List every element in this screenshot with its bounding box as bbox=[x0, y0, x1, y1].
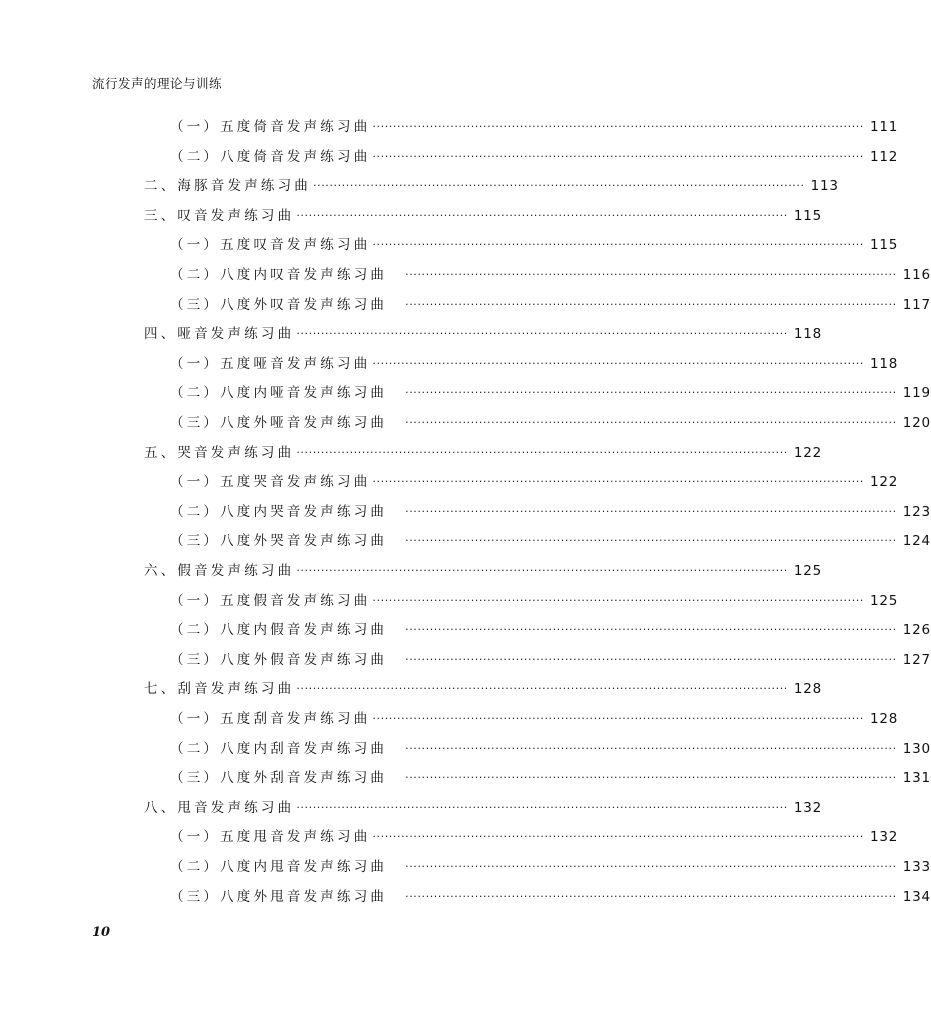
toc-entry bbox=[170, 471, 899, 493]
toc-entry-title: 三、叹音发声练习曲 bbox=[144, 207, 295, 224]
running-header: 流行发声的理论与训练 bbox=[92, 76, 223, 91]
toc-entry-page: 122 bbox=[793, 444, 823, 461]
toc-entry-page: 118 bbox=[870, 355, 899, 372]
toc-entry-title: （二）八度内哭音发声练习曲 bbox=[170, 503, 388, 520]
toc-entry-title: （三）八度外叹音发声练习曲 bbox=[170, 296, 388, 313]
toc-entry bbox=[144, 323, 823, 345]
toc-entry-page: 118 bbox=[793, 326, 823, 343]
toc-entry-title: （二）八度内刮音发声练习曲 bbox=[170, 740, 388, 757]
dot-leader: ························································································································ bbox=[372, 238, 864, 252]
toc-entry bbox=[170, 382, 931, 404]
toc-entry-page: 120 bbox=[902, 415, 931, 431]
dot-leader: ························································································································ bbox=[372, 712, 864, 725]
dot-leader: ························································································································ bbox=[296, 564, 788, 577]
toc-entry bbox=[170, 826, 899, 848]
toc-entry-page: 119 bbox=[902, 385, 931, 402]
toc-entry-page: 127 bbox=[902, 651, 931, 668]
toc-entry-page: 132 bbox=[793, 799, 823, 816]
dot-leader: ························································································································ bbox=[405, 534, 897, 548]
toc-entry bbox=[144, 175, 839, 197]
toc-entry-title: （二）八度内甩音发声练习曲 bbox=[170, 859, 388, 875]
toc-entry-title: 四、哑音发声练习曲 bbox=[144, 326, 295, 343]
toc-entry-title: （一）五度刮音发声练习曲 bbox=[170, 711, 371, 727]
toc-entry-page: 130 bbox=[902, 740, 931, 757]
toc-entry-title: （一）五度倚音发声练习曲 bbox=[170, 119, 371, 135]
toc-entry-page: 133 bbox=[902, 859, 931, 875]
dot-leader: ························································································································ bbox=[405, 771, 897, 785]
toc-entry-title: 五、哭音发声练习曲 bbox=[144, 444, 295, 461]
toc-entry-page: 132 bbox=[870, 829, 899, 846]
toc-entry-title: （一）五度哑音发声练习曲 bbox=[170, 355, 371, 372]
dot-leader: ························································································································ bbox=[372, 475, 864, 489]
toc-entry-title: （一）五度假音发声练习曲 bbox=[170, 592, 371, 609]
toc-entry bbox=[170, 353, 899, 375]
toc-entry bbox=[170, 708, 899, 730]
dot-leader: ························································································································ bbox=[405, 386, 897, 400]
toc-entry-title: （三）八度外假音发声练习曲 bbox=[170, 651, 388, 668]
toc-entry-page: 128 bbox=[870, 711, 899, 727]
dot-leader: ························································································································ bbox=[405, 889, 897, 903]
toc-entry bbox=[170, 767, 931, 789]
toc-entry bbox=[144, 205, 823, 227]
toc-entry-page: 131 bbox=[902, 770, 931, 787]
dot-leader: ························································································································ bbox=[372, 356, 864, 370]
dot-leader: ························································································································ bbox=[405, 504, 897, 518]
toc-entry-page: 128 bbox=[793, 681, 823, 698]
toc-entry bbox=[170, 886, 931, 908]
toc-entry bbox=[170, 264, 931, 286]
toc-entry bbox=[170, 116, 899, 138]
toc-entry-title: （三）八度外刮音发声练习曲 bbox=[170, 770, 388, 787]
dot-leader: ························································································································ bbox=[296, 327, 788, 341]
dot-leader: ························································································································ bbox=[296, 208, 788, 222]
dot-leader: ························································································································ bbox=[405, 652, 897, 666]
toc-entry-page: 111 bbox=[870, 119, 899, 135]
page-number: 10 bbox=[92, 925, 111, 940]
dot-leader: ························································································································ bbox=[405, 741, 897, 755]
toc-entry bbox=[170, 234, 899, 256]
toc-entry-title: （三）八度外甩音发声练习曲 bbox=[170, 888, 388, 905]
toc-entry-title: 六、假音发声练习曲 bbox=[144, 563, 295, 579]
toc-entry-title: （二）八度倚音发声练习曲 bbox=[170, 148, 371, 165]
toc-entry bbox=[170, 590, 899, 612]
toc-entry bbox=[170, 649, 931, 671]
toc-entry-title: （三）八度外哑音发声练习曲 bbox=[170, 415, 388, 431]
toc-entry-page: 123 bbox=[902, 503, 931, 520]
dot-leader: ························································································································ bbox=[296, 800, 788, 814]
toc-entry-page: 116 bbox=[902, 267, 931, 283]
dot-leader: ························································································································ bbox=[372, 830, 864, 844]
dot-leader: ························································································································ bbox=[296, 445, 788, 459]
toc-entry-page: 134 bbox=[902, 888, 931, 905]
toc-entry bbox=[170, 501, 931, 523]
toc-entry-page: 115 bbox=[870, 237, 899, 254]
toc-entry-title: （三）八度外哭音发声练习曲 bbox=[170, 533, 388, 550]
toc-entry-page: 122 bbox=[870, 474, 899, 491]
toc-entry-title: 七、刮音发声练习曲 bbox=[144, 681, 295, 698]
dot-leader: ························································································································ bbox=[405, 860, 897, 873]
toc-entry bbox=[144, 442, 823, 464]
toc-entry-page: 117 bbox=[902, 296, 931, 313]
dot-leader: ························································································································ bbox=[405, 623, 897, 637]
toc-entry-page: 115 bbox=[793, 207, 823, 224]
toc-entry-page: 113 bbox=[810, 178, 839, 195]
toc-entry-title: （一）五度甩音发声练习曲 bbox=[170, 829, 371, 846]
toc-entry bbox=[144, 678, 823, 700]
toc-entry bbox=[170, 619, 931, 641]
toc-entry bbox=[170, 530, 931, 552]
dot-leader: ························································································································ bbox=[372, 149, 864, 163]
dot-leader: ························································································································ bbox=[372, 593, 864, 607]
toc-entry bbox=[144, 560, 823, 582]
dot-leader: ························································································································ bbox=[313, 179, 805, 193]
toc-entry bbox=[170, 738, 931, 760]
toc-entry-title: （一）五度叹音发声练习曲 bbox=[170, 237, 371, 254]
toc-entry bbox=[170, 412, 931, 434]
toc-entry-page: 125 bbox=[793, 563, 823, 579]
toc-entry-title: （二）八度内哑音发声练习曲 bbox=[170, 385, 388, 402]
toc-entry bbox=[170, 146, 899, 168]
dot-leader: ························································································································ bbox=[296, 682, 788, 696]
toc-entry-page: 124 bbox=[902, 533, 931, 550]
dot-leader: ························································································································ bbox=[405, 416, 897, 429]
toc-entry-page: 112 bbox=[870, 148, 899, 165]
toc-entry-title: （一）五度哭音发声练习曲 bbox=[170, 474, 371, 491]
dot-leader: ························································································································ bbox=[405, 268, 897, 281]
toc-entry-title: （二）八度内假音发声练习曲 bbox=[170, 622, 388, 639]
toc-entry-title: 八、甩音发声练习曲 bbox=[144, 799, 295, 816]
toc-entry bbox=[170, 294, 931, 316]
toc-entry bbox=[144, 797, 823, 819]
toc-entry-title: （二）八度内叹音发声练习曲 bbox=[170, 267, 388, 283]
dot-leader: ························································································································ bbox=[372, 120, 864, 133]
dot-leader: ························································································································ bbox=[405, 297, 897, 311]
toc-entry-page: 126 bbox=[902, 622, 931, 639]
toc-entry-title: 二、海豚音发声练习曲 bbox=[144, 178, 311, 195]
toc-entry-page: 125 bbox=[870, 592, 899, 609]
toc-entry bbox=[170, 856, 931, 878]
